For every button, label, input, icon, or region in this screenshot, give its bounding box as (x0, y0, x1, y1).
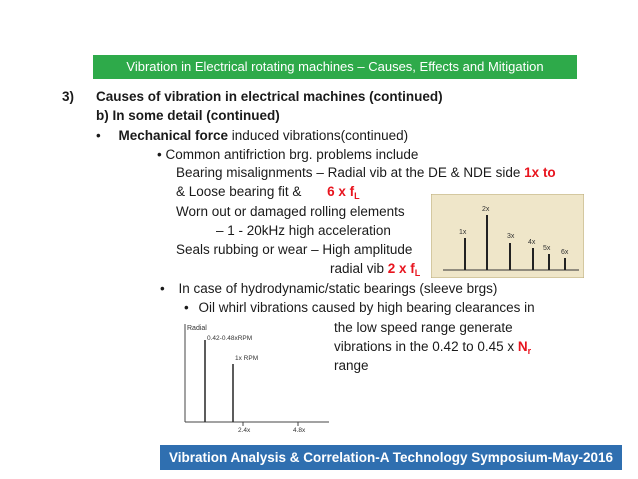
oil-whirl-peak-label: 0.42-0.48xRPM (207, 335, 253, 342)
radial-sub: L (414, 268, 421, 278)
section-subtitle: b) In some detail (continued) (96, 108, 280, 123)
common-text: Common antifriction brg. problems include (165, 147, 419, 162)
hydro-text: In case of hydrodynamic/static bearings (sleeve brgs) (178, 281, 498, 296)
bullet-hydro (160, 281, 497, 297)
loose-sub: L (354, 191, 360, 201)
line-vib (334, 339, 531, 359)
bullet-dot: • (160, 281, 165, 296)
misalign-text: Bearing misalignments – Radial vib at the DE & NDE side (176, 165, 525, 180)
mechanical-rest: induced vibrations(continued) (228, 128, 409, 143)
line-radial (330, 261, 420, 281)
line-misalign (176, 165, 556, 181)
harmonic-label-4x: 4x (528, 239, 536, 246)
harmonic-label-1x: 1x (459, 229, 467, 236)
radial-text: radial vib (330, 261, 388, 276)
line-worn2: – 1 - 20kHz high acceleration (216, 223, 391, 238)
line-loose (176, 184, 360, 204)
harmonic-label-2x: 2x (482, 206, 490, 213)
line-worn: Worn out or damaged rolling elements (176, 204, 405, 219)
vib-sub: r (527, 346, 532, 356)
mechanical-bold: Mechanical force (118, 128, 229, 143)
vib-text: vibrations in the 0.42 to 0.45 x (334, 339, 518, 354)
harmonic-label-5x: 5x (543, 245, 551, 252)
running-speed-peak-label: 1x RPM (235, 355, 259, 362)
section-title: Causes of vibration in electrical machines (continued) (96, 89, 443, 104)
tick-label-2-4x: 2.4x (238, 427, 251, 434)
radial-value: 2 x f (387, 261, 415, 276)
footer-text: Vibration Analysis & Correlation-A Technology Symposium-May-2016 (168, 450, 614, 465)
line-low: the low speed range generate (334, 320, 513, 335)
loose-text: & Loose bearing fit & (176, 184, 302, 199)
section-number: 3) (62, 89, 75, 104)
oil-whirl-axis-title: Radial (187, 325, 207, 332)
bullet-mechanical (96, 128, 408, 144)
loose-value: 6 x f (327, 184, 355, 199)
vib-highlight (518, 339, 531, 354)
oil-whirl-spectrum-figure (183, 320, 331, 435)
harmonic-label-3x: 3x (507, 233, 515, 240)
line-seals: Seals rubbing or wear – High amplitude (176, 242, 413, 257)
loose-highlight (327, 184, 360, 199)
slide-title-bar (93, 55, 577, 79)
oil-whirl-spectrum-plot (183, 320, 331, 435)
bullet-dot: • (184, 300, 189, 315)
bullet-dot: • (96, 128, 101, 143)
misalign-highlight: 1x to (524, 165, 556, 180)
radial-highlight (388, 261, 421, 276)
slide-title: Vibration in Electrical rotating machines – Causes, Effects and Mitigation (126, 59, 544, 74)
bearing-spectrum-figure (431, 194, 584, 278)
harmonic-label-6x: 6x (561, 249, 569, 256)
line-range: range (334, 358, 369, 373)
bullet-dot: • (157, 147, 162, 162)
tick-label-4-8x: 4.8x (293, 427, 306, 434)
bullet-oil (184, 300, 535, 316)
bullet-common (157, 147, 418, 163)
bearing-spectrum-plot (431, 194, 584, 278)
footer-bar (160, 445, 622, 470)
vib-value: N (517, 339, 528, 354)
oil-text: Oil whirl vibrations caused by high bearing clearances in (198, 300, 535, 315)
